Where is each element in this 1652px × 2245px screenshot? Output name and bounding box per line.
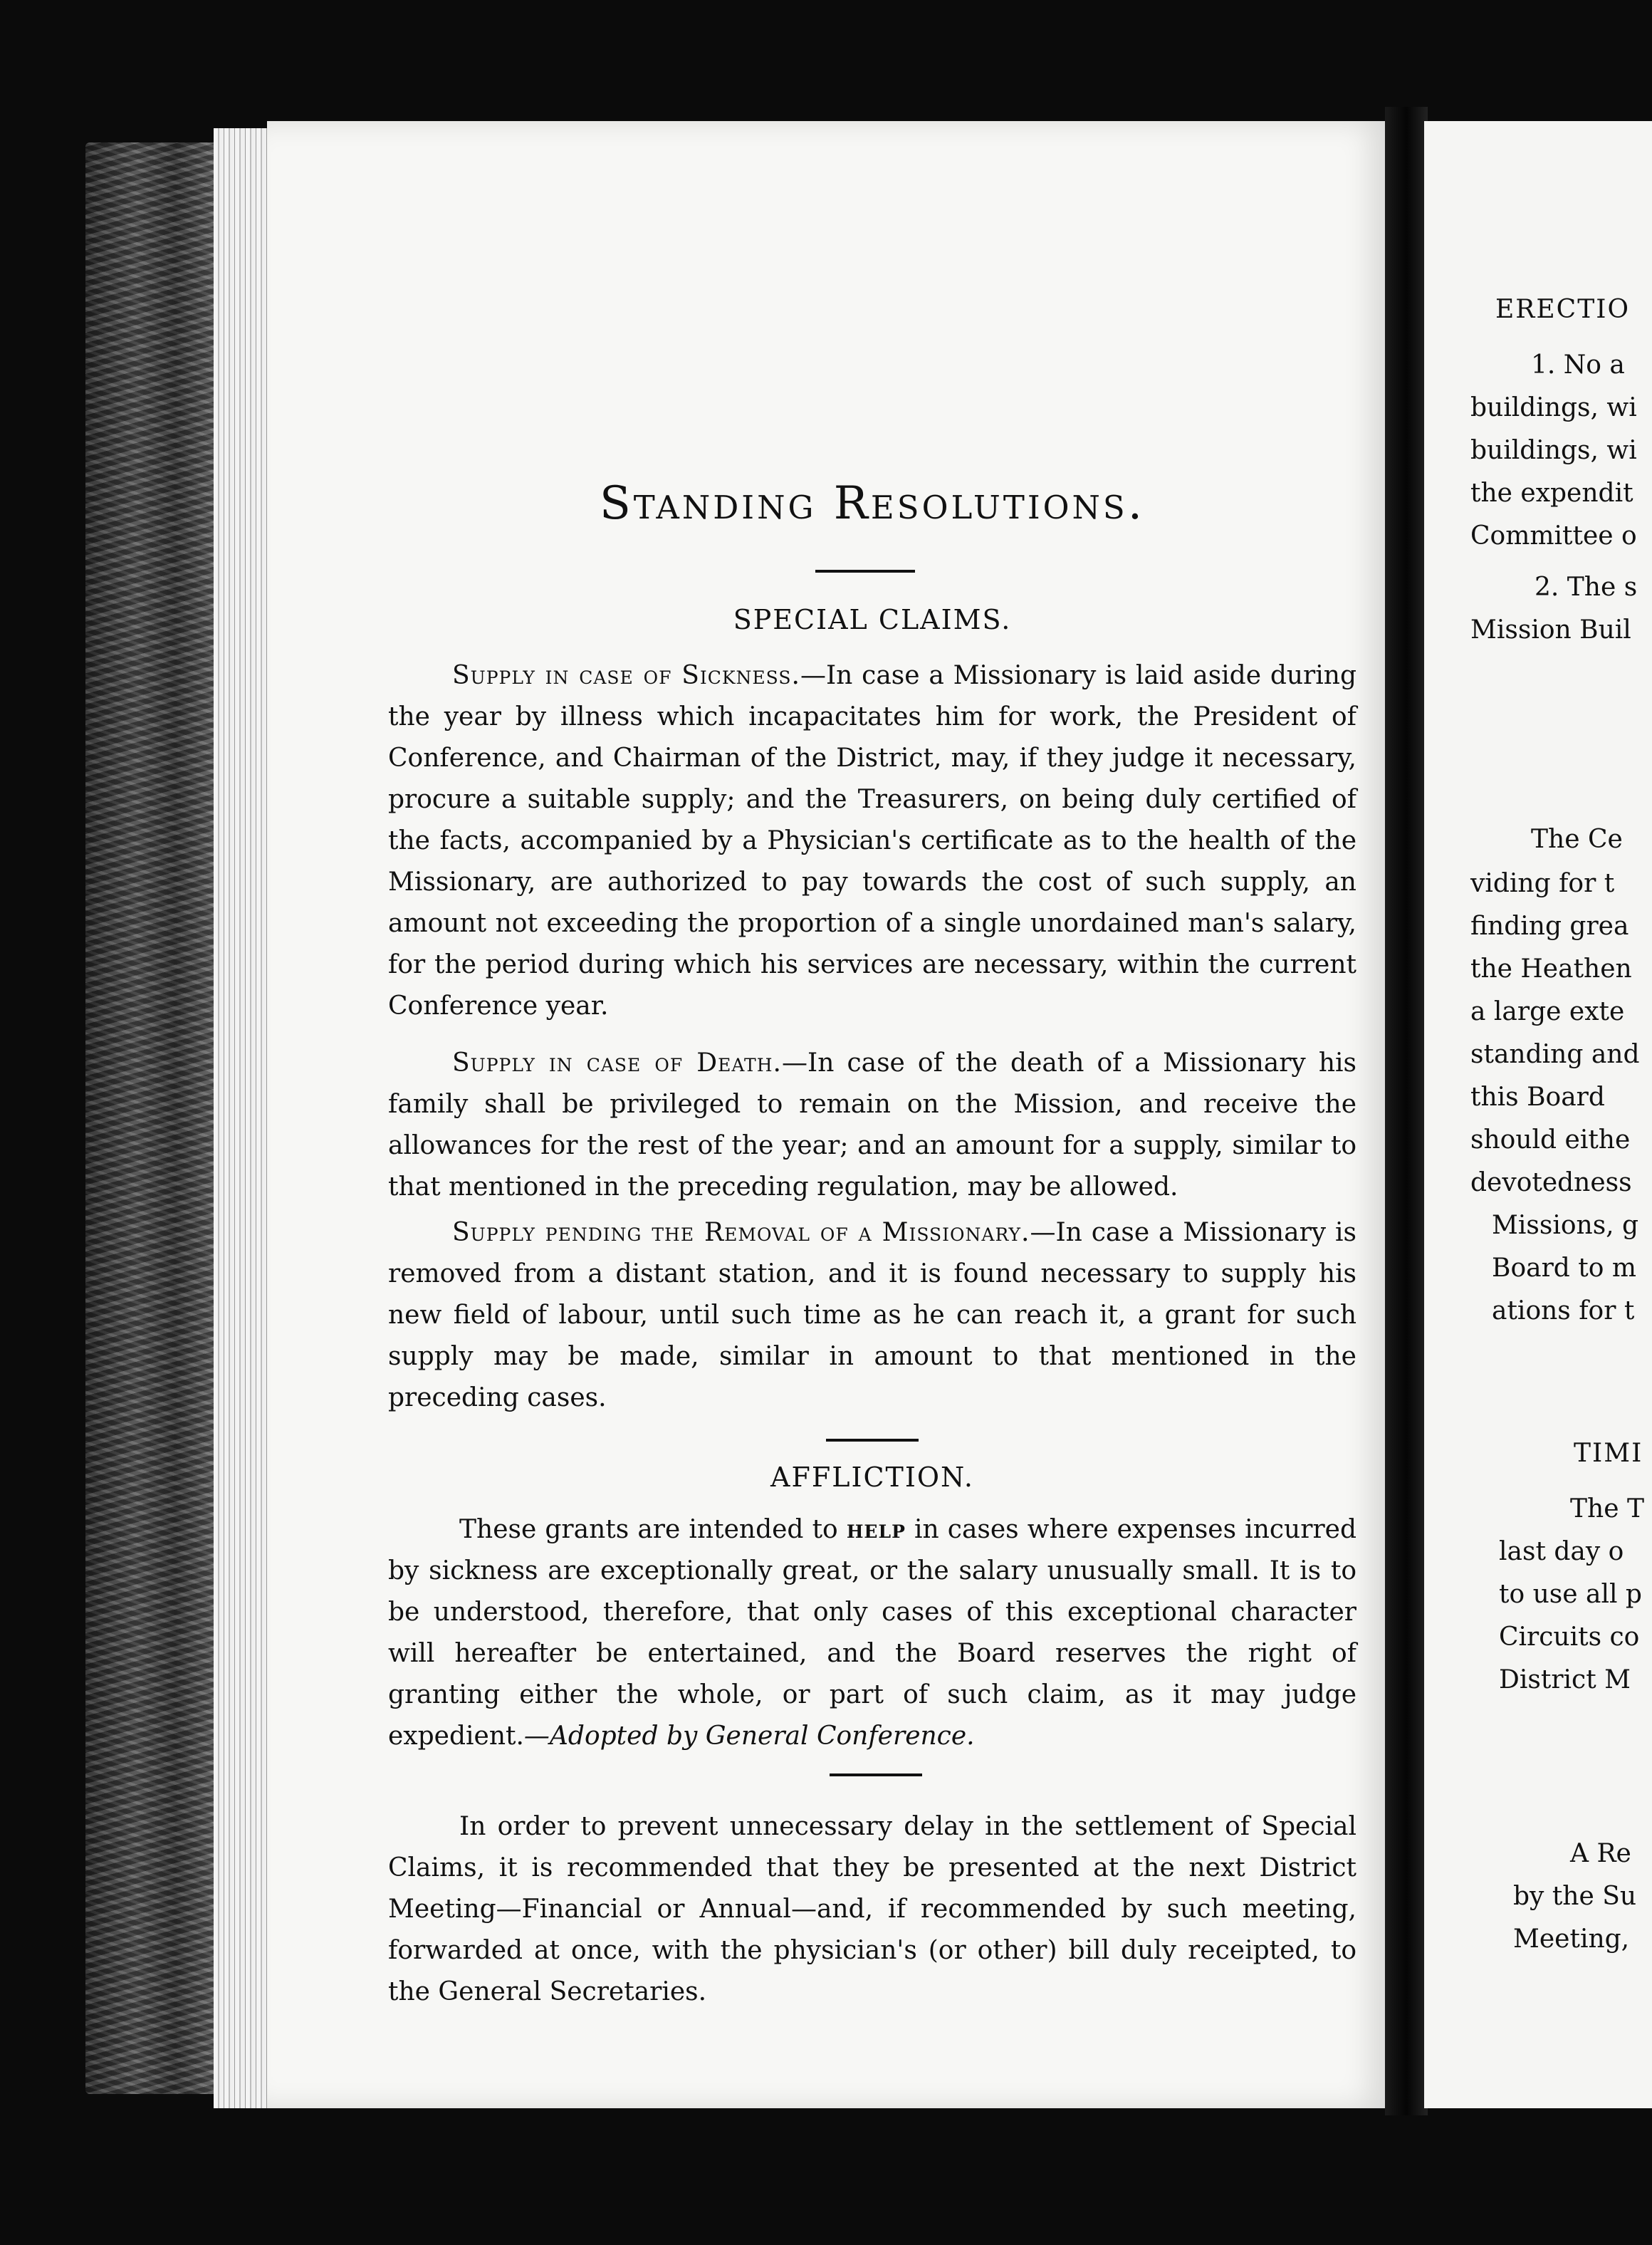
right-line: a large exte (1470, 997, 1625, 1026)
right-line: A Re (1570, 1839, 1631, 1868)
book-gutter (1385, 107, 1428, 2115)
right-line: Meeting, (1513, 1924, 1630, 1954)
right-line: the expendit (1470, 479, 1633, 508)
right-line: the Heathen (1470, 954, 1632, 984)
right-line: this Board (1470, 1083, 1605, 1112)
section-heading-affliction: AFFLICTION. (770, 1462, 974, 1493)
text-affliction-rest: in cases where expenses incurred by sickness are exceptionally great, or the salary unusually small. It is to be understood, therefore, that only cases of this exceptional character will hereafter be entertained, and the Board reserves the right of granting either the whole, or part of such claim, as it may judge expedient. (388, 1515, 1356, 1751)
text-supply-removal: —In case a Missionary is removed from a distant station, and it is found necessary to supply his new field of labour, until such time as he can reach it, a grant for such supply may be made, similar in amount to that mentioned in the preceding cases. (388, 1218, 1356, 1412)
lead-supply-sickness: Supply in case of Sickness. (452, 661, 800, 690)
page-stack-edge (214, 128, 271, 2108)
right-line: The Ce (1531, 825, 1623, 854)
paragraph-supply-death (388, 1043, 1356, 1208)
right-line: 2. The s (1535, 573, 1638, 602)
right-line: ERECTIO (1495, 295, 1630, 324)
closing-rule (830, 1773, 922, 1776)
right-line: to use all p (1499, 1580, 1642, 1609)
text-supply-sickness: —In case a Missionary is laid aside during the year by illness which incapacitates him for work, the President of Conference, and Chairman of the District, may, if they judge it necessary, procure a suitable supply; and the Treasurers, on being duly certified of the facts, accompanied by a Physician's certificate as to the health of the Missionary, are authorized to pay towards the cost of such supply, an amount not exceeding the proportion of a single unordained man's salary, for the period during which his services are necessary, within the current Conference year. (388, 661, 1357, 1021)
right-line: last day o (1499, 1537, 1624, 1566)
title-rule (815, 570, 915, 573)
text-affliction-start: These grants are intended to (459, 1515, 847, 1544)
lead-supply-removal: Supply pending the Removal of a Missionary. (452, 1218, 1030, 1247)
section-rule-affliction (826, 1439, 919, 1442)
right-line: Committee o (1470, 521, 1637, 551)
adopted-note: —Adopted by General Conference. (523, 1721, 975, 1751)
right-line: by the Su (1513, 1882, 1637, 1911)
right-line: ations for t (1492, 1296, 1635, 1325)
right-line: TIMI (1574, 1439, 1643, 1468)
right-line: devotedness (1470, 1168, 1632, 1197)
lead-supply-death: Supply in case of Death. (452, 1048, 782, 1078)
right-line: Missions, g (1492, 1211, 1639, 1240)
page-title: Standing Resolutions. (599, 477, 1146, 530)
right-line: Board to m (1492, 1254, 1637, 1283)
right-line: standing and (1470, 1040, 1640, 1069)
right-line: viding for t (1470, 869, 1615, 898)
right-line: District M (1499, 1665, 1631, 1694)
right-line: 1. No a (1531, 350, 1625, 380)
right-line: buildings, wi (1470, 436, 1637, 465)
paragraph-closing: In order to prevent unnecessary delay in the settlement of Special Claims, it is recommended that they be presented at the next District Meeting—Financial or Annual—and, if recommended by such meeting, forwarded at once, with the physician's (or other) bill duly receipted, to the General Secretaries. (388, 1812, 1356, 2006)
marbled-book-edge (85, 142, 214, 2094)
paragraph-supply-sickness (388, 655, 1356, 1027)
right-line: The T (1570, 1494, 1644, 1523)
right-line: buildings, wi (1470, 393, 1637, 422)
right-line: should eithe (1470, 1125, 1631, 1155)
right-line: Circuits co (1499, 1622, 1640, 1652)
paragraph-supply-removal (388, 1212, 1356, 1419)
paragraph-affliction (388, 1509, 1356, 1757)
right-line: Mission Buil (1470, 615, 1631, 645)
right-line: finding grea (1470, 912, 1629, 941)
section-heading-special-claims: SPECIAL CLAIMS. (733, 604, 1012, 635)
text-supply-death: —In case of the death of a Missionary his family shall be privileged to remain on the Mission, and receive the allowances for the rest of the year; and an amount for a supply, similar to that mentioned in the preceding regulation, may be allowed. (388, 1048, 1356, 1202)
emphasis-help: help (846, 1514, 906, 1544)
